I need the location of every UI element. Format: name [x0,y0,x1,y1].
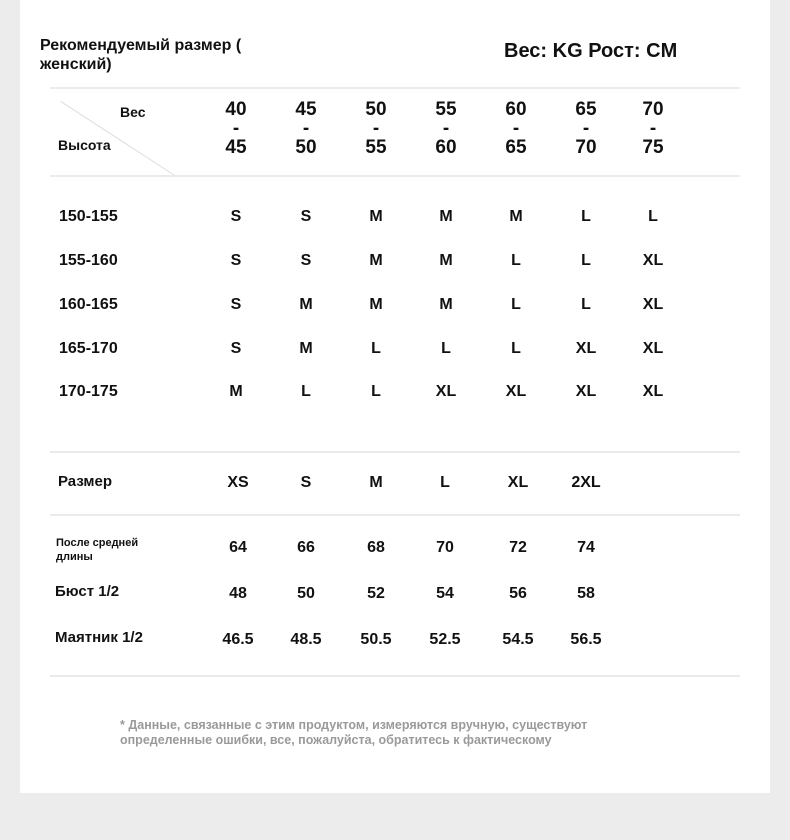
measure-size-header: L [440,474,450,491]
divider [50,87,740,89]
size-label: Размер [58,473,113,490]
size-cell: XL [642,383,664,400]
measure-row-label: Маятник 1/2 [55,629,143,646]
height-header: Высота [58,137,111,153]
page-title: Рекомендуемый размер ( женский) [40,37,242,73]
size-cell: L [581,208,591,225]
weight-from: 50 [365,99,387,120]
size-cell: S [230,208,242,225]
size-cell: XL [575,383,597,400]
weight-sep: - [232,118,240,139]
weight-sep: - [372,118,380,139]
measure-value: 74 [577,539,595,556]
size-cell: L [301,383,311,400]
size-cell: L [441,340,451,357]
measure-size-header: 2XL [571,474,601,491]
measure-value: 56 [509,585,527,602]
divider [50,175,740,177]
measure-value: 58 [577,585,595,602]
weight-sep: - [442,118,450,139]
weight-range [486,100,546,157]
weight-range [206,100,266,157]
weight-sep: - [512,118,520,139]
weight-to: 75 [642,137,664,158]
weight-sep: - [302,118,310,139]
size-cell: L [371,383,381,400]
weight-from: 65 [575,99,597,120]
size-cell: M [439,208,453,225]
size-cell: S [300,252,312,269]
size-cell: M [509,208,523,225]
size-cell: L [511,340,521,357]
size-cell: L [648,208,658,225]
size-cell: S [230,340,242,357]
weight-sep: - [582,118,590,139]
size-cell: XL [505,383,527,400]
weight-range [346,100,406,157]
measure-value: 46.5 [222,631,254,648]
size-cell: L [511,252,521,269]
height-range-label: 170-175 [59,383,118,400]
weight-from: 60 [505,99,527,120]
measure-value: 66 [297,539,315,556]
size-cell: M [369,208,383,225]
weight-from: 70 [642,99,664,120]
measure-size-header: XL [507,474,529,491]
weight-to: 70 [575,137,597,158]
measure-row-label: После средней длины [56,537,139,563]
measure-value: 72 [509,539,527,556]
size-cell: M [439,252,453,269]
size-cell: L [511,296,521,313]
measure-value: 48.5 [290,631,322,648]
weight-range [276,100,336,157]
size-cell: M [299,296,313,313]
weight-from: 40 [225,99,247,120]
divider [50,514,740,516]
size-cell: M [439,296,453,313]
measure-size-header: XS [227,474,249,491]
weight-from: 45 [295,99,317,120]
height-range-label: 160-165 [59,296,118,313]
size-cell: S [230,252,242,269]
weight-to: 60 [435,137,457,158]
size-cell: XL [642,340,664,357]
measure-value: 52 [367,585,385,602]
measure-value: 64 [229,539,247,556]
size-cell: M [229,383,243,400]
weight-range [623,100,683,157]
size-cell: XL [575,340,597,357]
measure-value: 54.5 [502,631,534,648]
height-range-label: 150-155 [59,208,118,225]
size-cell: XL [435,383,457,400]
size-cell: XL [642,296,664,313]
size-cell: S [230,296,242,313]
weight-to: 65 [505,137,527,158]
measure-value: 54 [436,585,454,602]
size-cell: L [581,296,591,313]
weight-to: 50 [295,137,317,158]
weight-from: 55 [435,99,457,120]
weight-to: 45 [225,137,247,158]
size-cell: L [371,340,381,357]
height-range-label: 155-160 [59,252,118,269]
size-cell: M [299,340,313,357]
measure-value: 52.5 [429,631,461,648]
measure-value: 68 [367,539,385,556]
units-label: Вес: KG Рост: CM [504,40,678,62]
divider [50,451,740,453]
measure-value: 50 [297,585,315,602]
measure-value: 48 [229,585,247,602]
measure-value: 56.5 [570,631,602,648]
weight-range [416,100,476,157]
size-cell: M [369,252,383,269]
weight-to: 55 [365,137,387,158]
weight-sep: - [649,118,657,139]
measure-size-header: S [300,474,312,491]
size-cell: S [300,208,312,225]
divider [50,675,740,677]
height-range-label: 165-170 [59,340,118,357]
weight-header: Вес [120,104,146,120]
measure-value: 50.5 [360,631,392,648]
footnote: * Данные, связанные с этим продуктом, измеряются вручную, существуют определенные ошибки, все, пожалуйста, обратитесь к фактическому [120,718,588,747]
measure-row-label: Бюст 1/2 [55,583,120,600]
weight-range [556,100,616,157]
measure-size-header: M [369,474,383,491]
size-cell: M [369,296,383,313]
measure-value: 70 [436,539,454,556]
size-cell: L [581,252,591,269]
size-cell: XL [642,252,664,269]
